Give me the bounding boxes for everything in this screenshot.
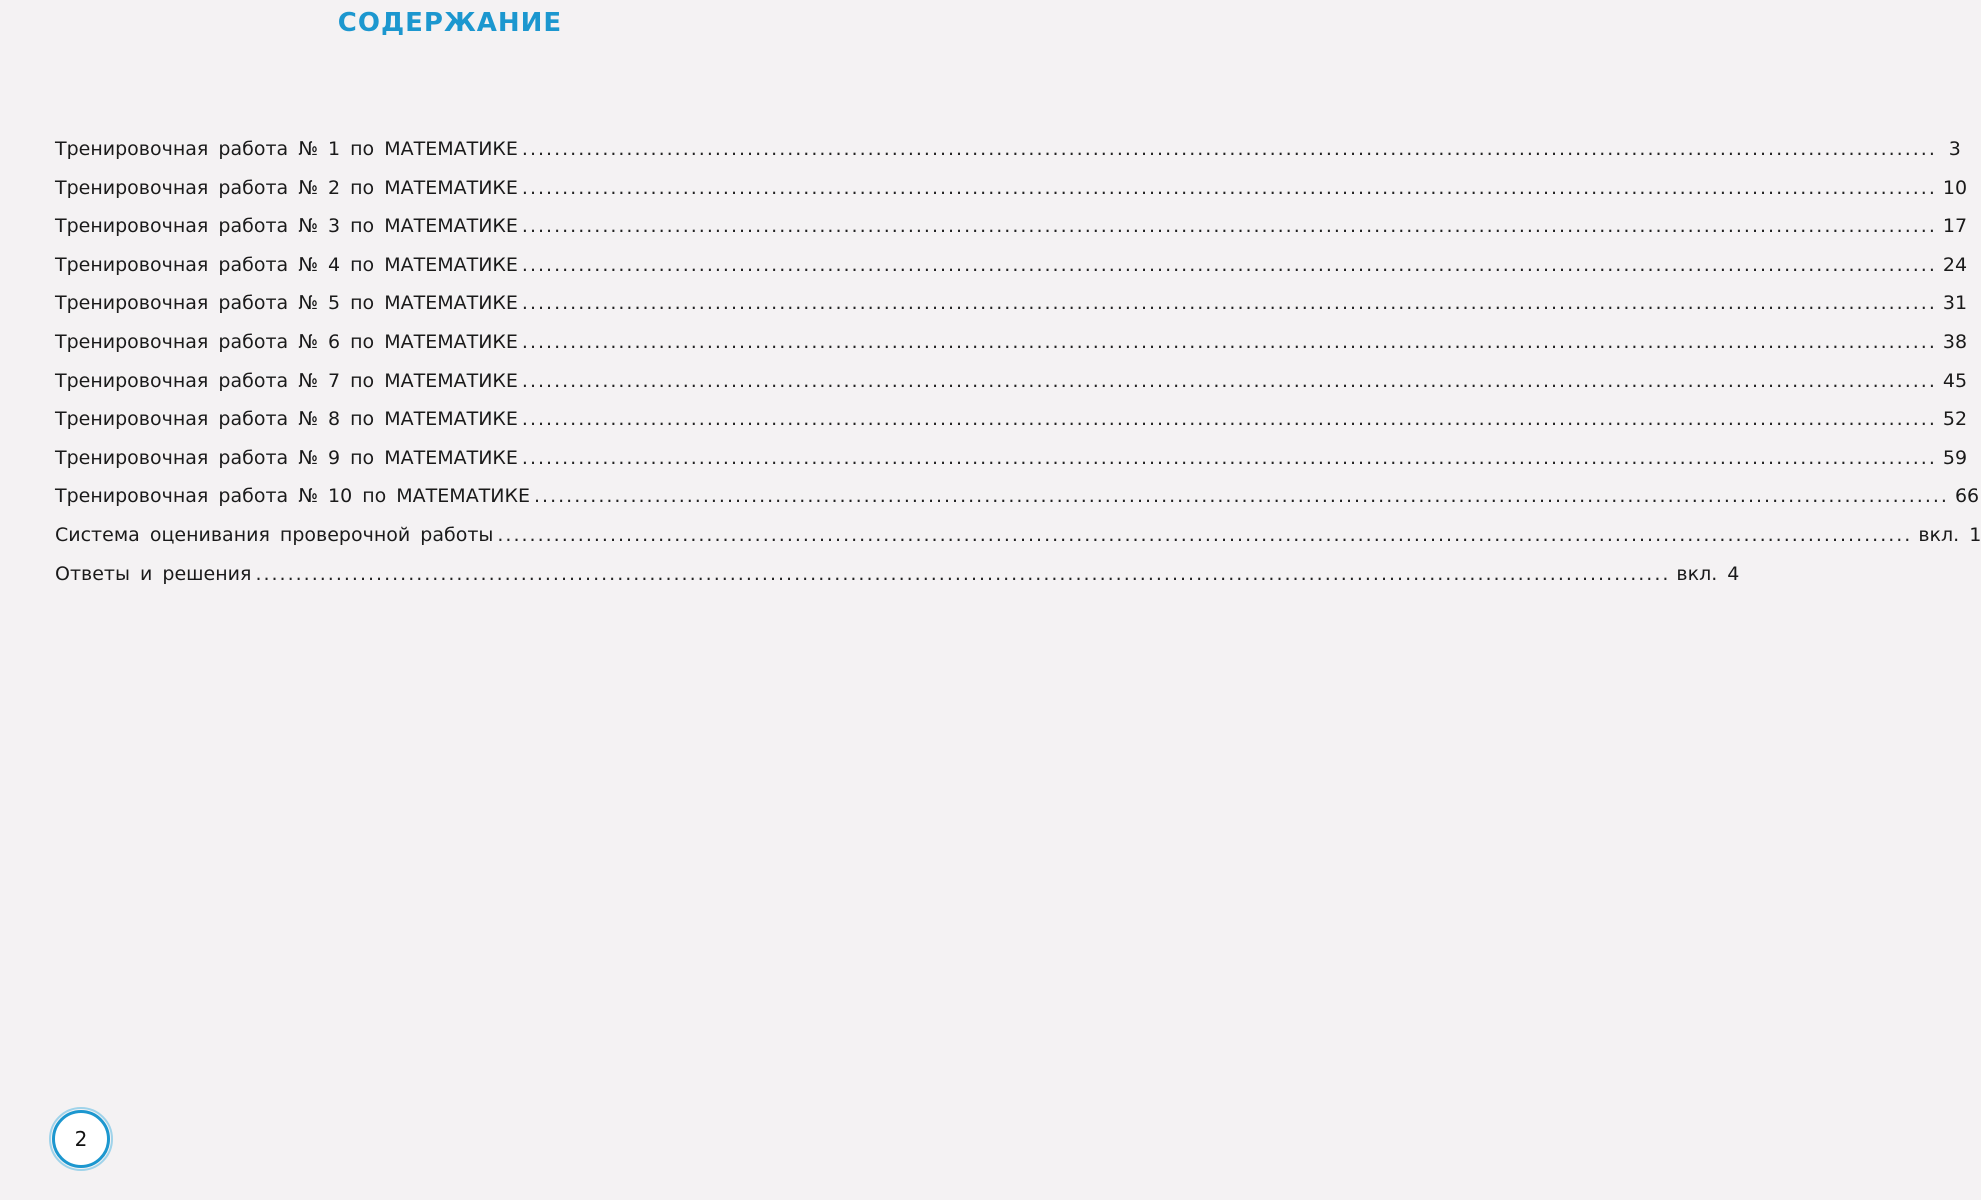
toc-entry-1[interactable]	[55, 138, 1961, 177]
toc-entry-label: Тренировочная работа № 3 по МАТЕМАТИКЕ	[55, 215, 518, 238]
toc-entry-4[interactable]	[55, 253, 1968, 293]
toc-entry-label: Тренировочная работа № 2 по МАТЕМАТИКЕ	[55, 176, 518, 199]
page-number: 2	[74, 1127, 88, 1151]
toc-leader-dots	[522, 215, 1937, 237]
toc-entry-label: Тренировочная работа № 6 по МАТЕМАТИКЕ	[55, 330, 518, 353]
toc-entry-label: Ответы и решения	[55, 562, 252, 585]
toc-entry-label: Тренировочная работа № 10 по МАТЕМАТИКЕ	[55, 485, 530, 508]
toc-entry-page: 52	[1942, 408, 1968, 431]
toc-leader-dots	[522, 370, 1937, 392]
toc-leader-dots	[522, 331, 1937, 353]
toc-leader-dots	[522, 177, 1937, 199]
toc-entry-page: 3	[1948, 138, 1961, 160]
toc-leader-dots	[255, 563, 1670, 585]
toc-entry-label: Система оценивания проверочной работы	[55, 523, 494, 546]
toc-entry-2[interactable]	[55, 176, 1968, 216]
toc-entry-answers[interactable]	[55, 562, 1740, 602]
toc-entry-page: 38	[1942, 330, 1968, 353]
toc-entry-page: 17	[1942, 215, 1968, 238]
toc-entry-page: 31	[1942, 292, 1968, 315]
toc-entry-page: 24	[1942, 253, 1968, 276]
toc-entry-3[interactable]	[55, 215, 1968, 254]
toc-entry-label: Тренировочная работа № 5 по МАТЕМАТИКЕ	[55, 292, 518, 315]
toc-leader-dots	[497, 524, 1912, 546]
toc-entry-page: вкл. 4	[1676, 562, 1740, 585]
toc-entry-label: Тренировочная работа № 9 по МАТЕМАТИКЕ	[55, 446, 518, 469]
toc-entry-grading[interactable]	[55, 523, 1981, 563]
toc-entry-page: вкл. 1	[1918, 523, 1981, 546]
toc-entry-8[interactable]	[55, 408, 1968, 447]
toc-entry-7[interactable]	[55, 369, 1968, 409]
toc-entry-page: 59	[1942, 446, 1968, 469]
page-number-badge	[52, 1110, 110, 1168]
toc-entry-page: 66	[1954, 485, 1980, 508]
toc-entry-5[interactable]	[55, 292, 1968, 331]
toc-entry-page: 45	[1942, 369, 1968, 392]
toc-entry-page: 10	[1942, 176, 1968, 199]
toc-entry-6[interactable]	[55, 330, 1968, 370]
page-title: СОДЕРЖАНИЕ	[337, 8, 563, 38]
toc-leader-dots	[522, 254, 1937, 276]
toc-leader-dots	[534, 485, 1949, 507]
toc-entry-label: Тренировочная работа № 7 по МАТЕМАТИКЕ	[55, 369, 518, 392]
toc-entry-label: Тренировочная работа № 4 по МАТЕМАТИКЕ	[55, 253, 518, 276]
toc-entry-label: Тренировочная работа № 1 по МАТЕМАТИКЕ	[55, 138, 518, 160]
toc-entry-label: Тренировочная работа № 8 по МАТЕМАТИКЕ	[55, 408, 518, 431]
toc-leader-dots	[522, 292, 1937, 314]
table-of-contents	[55, 138, 1981, 601]
toc-leader-dots	[522, 447, 1937, 469]
toc-entry-9[interactable]	[55, 446, 1968, 486]
toc-leader-dots	[522, 408, 1937, 430]
toc-entry-10[interactable]	[55, 485, 1980, 524]
toc-leader-dots	[522, 138, 1937, 160]
